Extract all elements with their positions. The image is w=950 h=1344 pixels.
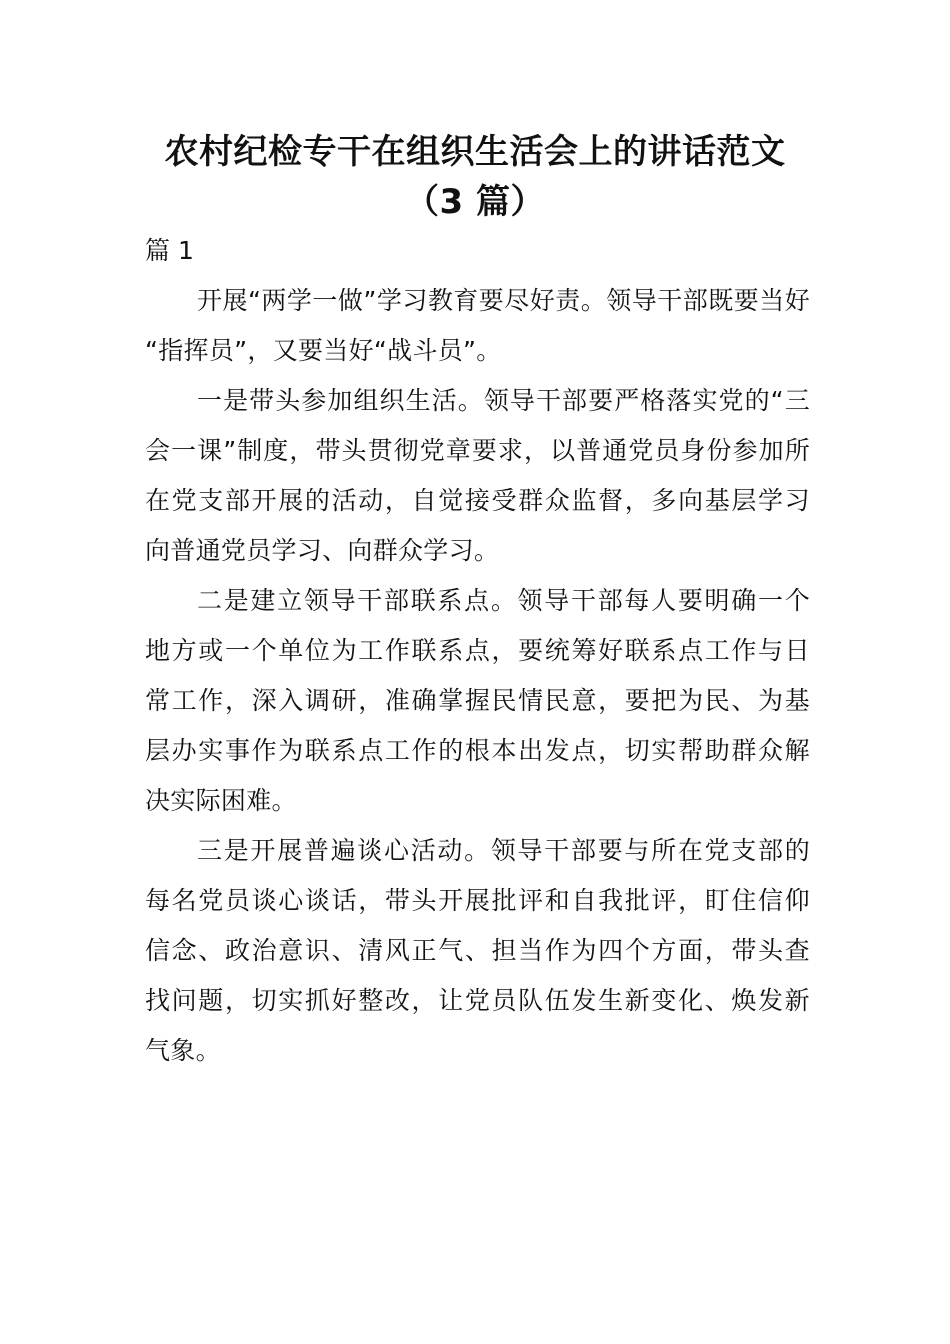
paragraph-2 <box>145 376 810 576</box>
paragraph-line: 每名党员谈心谈话，带头开展批评和自我批评，盯住信仰 <box>145 886 810 915</box>
paragraph-line: 地方或一个单位为工作联系点，要统筹好联系点工作与日 <box>145 636 810 665</box>
paragraph-line: 向普通党员学习、向群众学习。 <box>145 536 500 565</box>
paragraph-line: 二是建立领导干部联系点。领导干部每人要明确一个 <box>197 586 810 615</box>
paragraph-line: 在党支部开展的活动，自觉接受群众监督，多向基层学习 <box>145 486 810 515</box>
document-title-line-2: （3 篇） <box>405 182 545 222</box>
paragraph-line: 一是带头参加组织生活。领导干部要严格落实党的“三 <box>197 386 810 415</box>
paragraph-line: 常工作，深入调研，准确掌握民情民意，要把为民、为基 <box>145 686 810 715</box>
paragraph-line: 找问题，切实抓好整改，让党员队伍发生新变化、焕发新 <box>145 986 810 1015</box>
paragraph-line: 层办实事作为联系点工作的根本出发点，切实帮助群众解 <box>145 736 810 765</box>
document-title-line-1: 农村纪检专干在组织生活会上的讲话范文 <box>164 132 786 172</box>
paragraph-line: 信念、政治意识、清风正气、担当作为四个方面，带头查 <box>145 936 810 965</box>
paragraph-4 <box>145 826 810 1076</box>
paragraph-line: 气象。 <box>145 1036 221 1065</box>
paragraph-3 <box>145 576 810 826</box>
paragraph-1 <box>145 276 810 376</box>
paragraph-line: 开展“两学一做”学习教育要尽好责。领导干部既要当好 <box>197 286 810 315</box>
paragraph-line: 三是开展普遍谈心活动。领导干部要与所在党支部的 <box>197 836 810 865</box>
paragraph-line: 会一课”制度，带头贯彻党章要求，以普通党员身份参加所 <box>145 436 810 465</box>
section-label: 篇 1 <box>145 236 194 265</box>
paragraph-line: 决实际困难。 <box>145 786 297 815</box>
paragraph-line: “指挥员”，又要当好“战斗员”。 <box>145 336 502 365</box>
